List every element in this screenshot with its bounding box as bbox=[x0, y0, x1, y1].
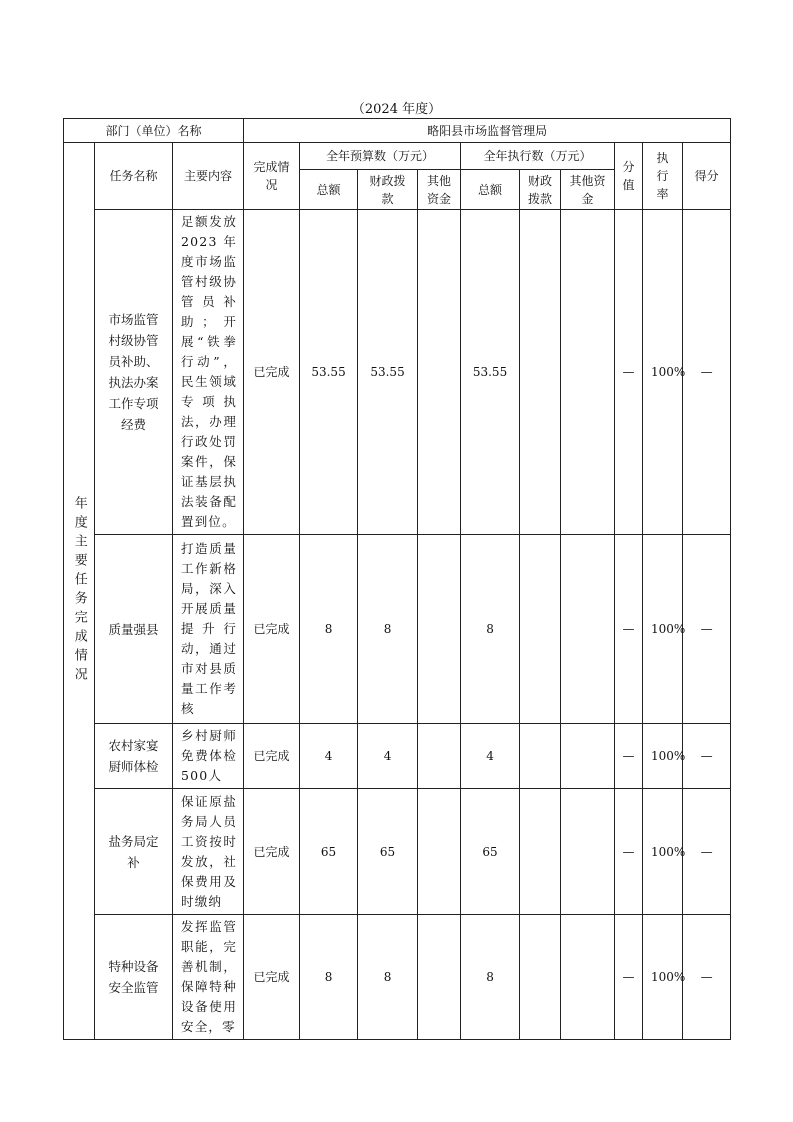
score: — bbox=[683, 724, 731, 789]
budget-fiscal: 8 bbox=[358, 915, 418, 1040]
exec-rate: 100% bbox=[643, 210, 683, 535]
exec-fiscal bbox=[520, 789, 561, 915]
score-value: — bbox=[615, 724, 643, 789]
task-status: 已完成 bbox=[244, 535, 300, 724]
budget-fiscal: 53.55 bbox=[358, 210, 418, 535]
score: — bbox=[683, 789, 731, 915]
table-row bbox=[64, 210, 731, 535]
score: — bbox=[683, 210, 731, 535]
performance-table bbox=[63, 118, 731, 1040]
exec-other bbox=[561, 789, 615, 915]
exec-fiscal bbox=[520, 915, 561, 1040]
exec-total: 4 bbox=[461, 724, 520, 789]
exec-other bbox=[561, 915, 615, 1040]
exec-other bbox=[561, 210, 615, 535]
exec-rate: 100% bbox=[643, 535, 683, 724]
task-name: 质量强县 bbox=[95, 535, 173, 724]
task-content: 发挥监管职能，完善机制，保障特种设备使用安全，零 bbox=[173, 915, 244, 1040]
budget-fiscal: 8 bbox=[358, 535, 418, 724]
task-status: 已完成 bbox=[244, 724, 300, 789]
header-completion: 完成情况 bbox=[244, 143, 300, 210]
exec-total: 8 bbox=[461, 915, 520, 1040]
budget-total: 4 bbox=[300, 724, 358, 789]
header-score-value: 分值 bbox=[615, 143, 643, 210]
task-content: 保证原盐务局人员工资按时发放，社保费用及时缴纳 bbox=[173, 789, 244, 915]
section-label: 年度主要任务完成情况 bbox=[71, 496, 87, 686]
budget-other bbox=[418, 535, 461, 724]
budget-other bbox=[418, 915, 461, 1040]
table-row bbox=[64, 535, 731, 724]
exec-other bbox=[561, 535, 615, 724]
year-label: （2024 年度） bbox=[351, 102, 442, 117]
exec-fiscal bbox=[520, 535, 561, 724]
header-other: 其他资金 bbox=[418, 170, 461, 210]
header-score: 得分 bbox=[683, 143, 731, 210]
dept-label: 部门（单位）名称 bbox=[64, 119, 244, 143]
task-status: 已完成 bbox=[244, 789, 300, 915]
score-value: — bbox=[615, 789, 643, 915]
header-main-content: 主要内容 bbox=[173, 143, 244, 210]
task-name: 农村家宴厨师体检 bbox=[95, 724, 173, 789]
task-status: 已完成 bbox=[244, 915, 300, 1040]
budget-total: 8 bbox=[300, 535, 358, 724]
header-fiscal: 财政拨款 bbox=[358, 170, 418, 210]
score: — bbox=[683, 535, 731, 724]
budget-fiscal: 65 bbox=[358, 789, 418, 915]
exec-total: 8 bbox=[461, 535, 520, 724]
exec-fiscal bbox=[520, 210, 561, 535]
score-value: — bbox=[615, 915, 643, 1040]
header-execution: 全年执行数（万元） bbox=[461, 143, 615, 170]
dept-row bbox=[64, 119, 731, 143]
score: — bbox=[683, 915, 731, 1040]
score-value: — bbox=[615, 535, 643, 724]
budget-total: 8 bbox=[300, 915, 358, 1040]
task-name: 盐务局定补 bbox=[95, 789, 173, 915]
task-status: 已完成 bbox=[244, 210, 300, 535]
exec-total: 65 bbox=[461, 789, 520, 915]
exec-fiscal bbox=[520, 724, 561, 789]
header-exec-fiscal: 财政拨款 bbox=[520, 170, 561, 210]
task-content: 足额发放2023年度市场监管村级协管员补助；开展“铁拳行动”，民生领域专项执法，办理行政处罚案件，保证基层执法装备配置到位。 bbox=[173, 210, 244, 535]
exec-rate: 100% bbox=[643, 915, 683, 1040]
table-row bbox=[64, 789, 731, 915]
table-row bbox=[64, 915, 731, 1040]
budget-fiscal: 4 bbox=[358, 724, 418, 789]
exec-other bbox=[561, 724, 615, 789]
budget-total: 65 bbox=[300, 789, 358, 915]
header-task-name: 任务名称 bbox=[95, 143, 173, 210]
task-name: 市场监管村级协管员补助、执法办案工作专项经费 bbox=[95, 210, 173, 535]
task-content: 打造质量工作新格局，深入开展质量提升行动，通过市对县质量工作考核 bbox=[173, 535, 244, 724]
header-row-1 bbox=[64, 143, 731, 170]
header-total: 总额 bbox=[300, 170, 358, 210]
budget-other bbox=[418, 724, 461, 789]
exec-rate: 100% bbox=[643, 789, 683, 915]
budget-total: 53.55 bbox=[300, 210, 358, 535]
exec-total: 53.55 bbox=[461, 210, 520, 535]
header-exec-rate: 执行率 bbox=[643, 143, 683, 210]
header-budget: 全年预算数（万元） bbox=[300, 143, 461, 170]
task-name: 特种设备安全监管 bbox=[95, 915, 173, 1040]
score-value: — bbox=[615, 210, 643, 535]
header-exec-total: 总额 bbox=[461, 170, 520, 210]
table-row bbox=[64, 724, 731, 789]
section-label-cell bbox=[64, 143, 95, 1040]
budget-other bbox=[418, 210, 461, 535]
task-content: 乡村厨师免费体检500人 bbox=[173, 724, 244, 789]
dept-value: 略阳县市场监督管理局 bbox=[244, 119, 731, 143]
header-exec-other: 其他资金 bbox=[561, 170, 615, 210]
exec-rate: 100% bbox=[643, 724, 683, 789]
budget-other bbox=[418, 789, 461, 915]
